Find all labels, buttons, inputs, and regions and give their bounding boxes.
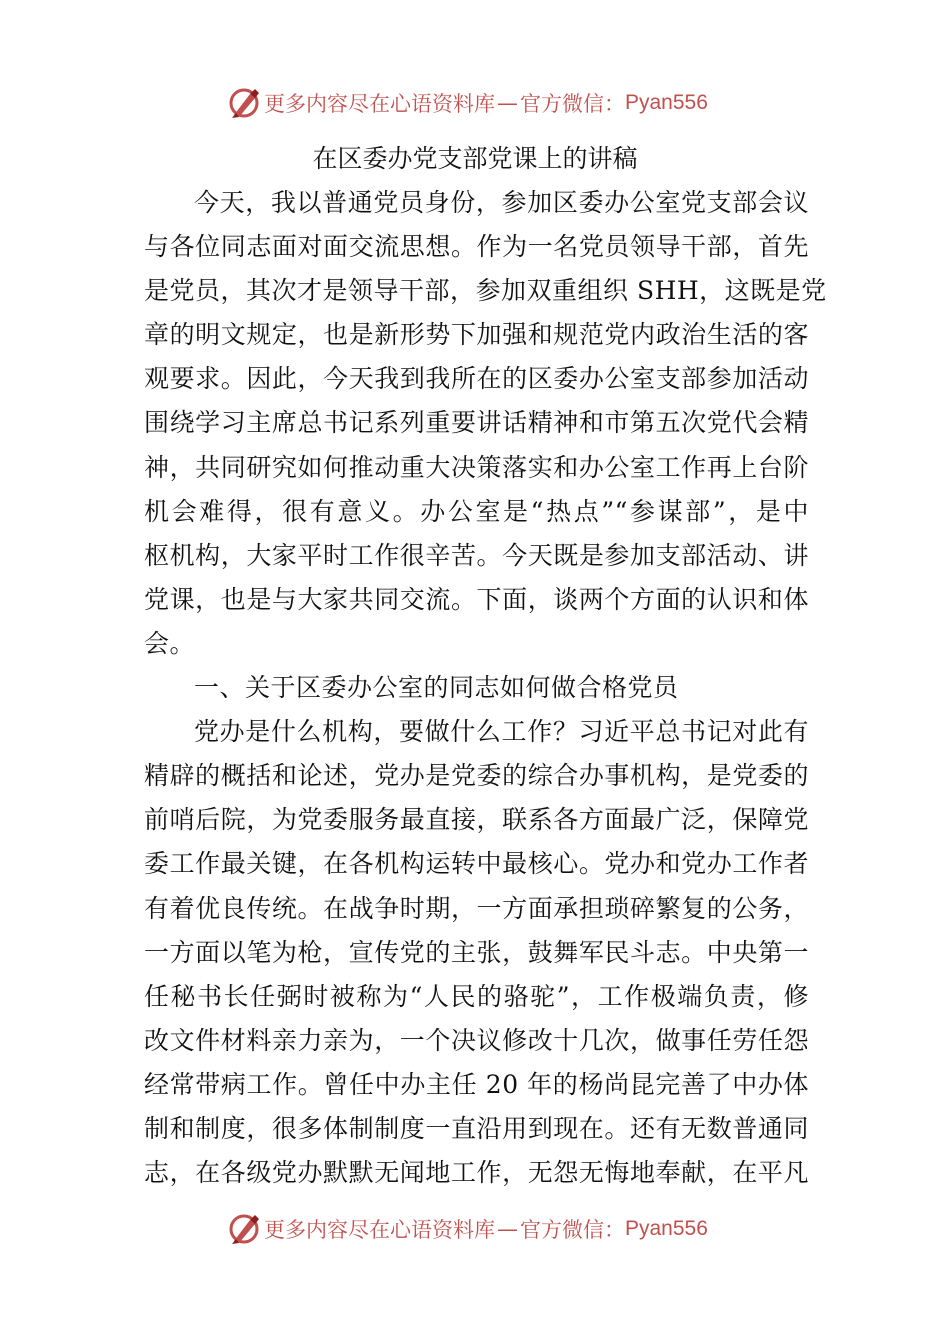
paragraph-line: 今天，我以普通党员身份，参加区委办公室党支部会议 xyxy=(194,188,809,217)
document-title: 在区委办党支部党课上的讲稿 xyxy=(312,144,638,173)
paragraph-line: 有着优良传统。在战争时期，一方面承担琐碎繁复的公务， xyxy=(144,893,809,923)
watermark-label: 官方微信： xyxy=(520,1218,625,1242)
paragraph-line: 任秘书长任弼时被称为“人民的骆驼”，工作极端负责，修 xyxy=(144,981,809,1011)
paragraph-line: 章的明文规定，也是新形势下加强和规范党内政治生活的客 xyxy=(144,320,809,350)
paragraph-line: 委工作最关键，在各机构运转中最核心。党办和党办工作者 xyxy=(144,849,809,879)
paragraph-line: 机会难得，很有意义。办公室是“热点”“参谋部”，是中 xyxy=(144,496,810,526)
paragraph-line: 党办是什么机构，要做什么工作？习近平总书记对此有 xyxy=(194,717,809,747)
watermark-wechat-id: Pyan556 xyxy=(625,91,708,114)
paragraph-line: 会。 xyxy=(144,628,196,658)
paragraph-line: 制和制度，很多体制制度一直沿用到现在。还有无数普通同 xyxy=(144,1113,809,1143)
paragraph-line: 党课，也是与大家共同交流。下面，谈两个方面的认识和体 xyxy=(144,584,809,614)
watermark-separator: — xyxy=(497,91,518,115)
footer-watermark xyxy=(228,1212,708,1246)
paragraph-line: 围绕学习主席总书记系列重要讲话精神和市第五次党代会精 xyxy=(144,408,809,438)
paragraph-line: 精辟的概括和论述，党办是党委的综合办事机构，是党委的 xyxy=(144,761,809,791)
paragraph-line: 前哨后院，为党委服务最直接，联系各方面最广泛，保障党 xyxy=(144,805,809,835)
watermark-label: 官方微信： xyxy=(520,92,625,116)
pen-logo-icon xyxy=(228,1212,262,1246)
paragraph-line: 经常带病工作。曾任中办主任 20 年的杨尚昆完善了中办体 xyxy=(144,1069,809,1099)
watermark-text: 更多内容尽在心语资料库 xyxy=(264,92,495,116)
watermark-wechat-id: Pyan556 xyxy=(625,1217,708,1240)
paragraph-line: 志，在各级党办默默无闻地工作，无怨无悔地奉献，在平凡 xyxy=(144,1158,809,1188)
paragraph-line: 与各位同志面对面交流思想。作为一名党员领导干部，首先 xyxy=(144,232,809,262)
paragraph-line: 神，共同研究如何推动重大决策落实和办公室工作再上台阶 xyxy=(144,452,809,482)
paragraph-line: 改文件材料亲力亲为，一个决议修改十几次，做事任劳任怨 xyxy=(144,1025,809,1055)
paragraph-line: 观要求。因此，今天我到我所在的区委办公室支部参加活动 xyxy=(144,364,809,394)
watermark-separator: — xyxy=(497,1217,518,1241)
pen-logo-icon xyxy=(228,86,262,120)
header-watermark xyxy=(228,86,708,120)
paragraph-line: 枢机构，大家平时工作很辛苦。今天既是参加支部活动、讲 xyxy=(144,540,809,570)
paragraph-line: 是党员，其次才是领导干部，参加双重组织 SHH，这既是党 xyxy=(144,276,827,306)
document-body xyxy=(144,181,827,1195)
watermark-text: 更多内容尽在心语资料库 xyxy=(264,1218,495,1242)
section-heading: 一、关于区委办公室的同志如何做合格党员 xyxy=(194,673,679,703)
paragraph-line: 一方面以笔为枪，宣传党的主张，鼓舞军民斗志。中央第一 xyxy=(144,937,809,967)
